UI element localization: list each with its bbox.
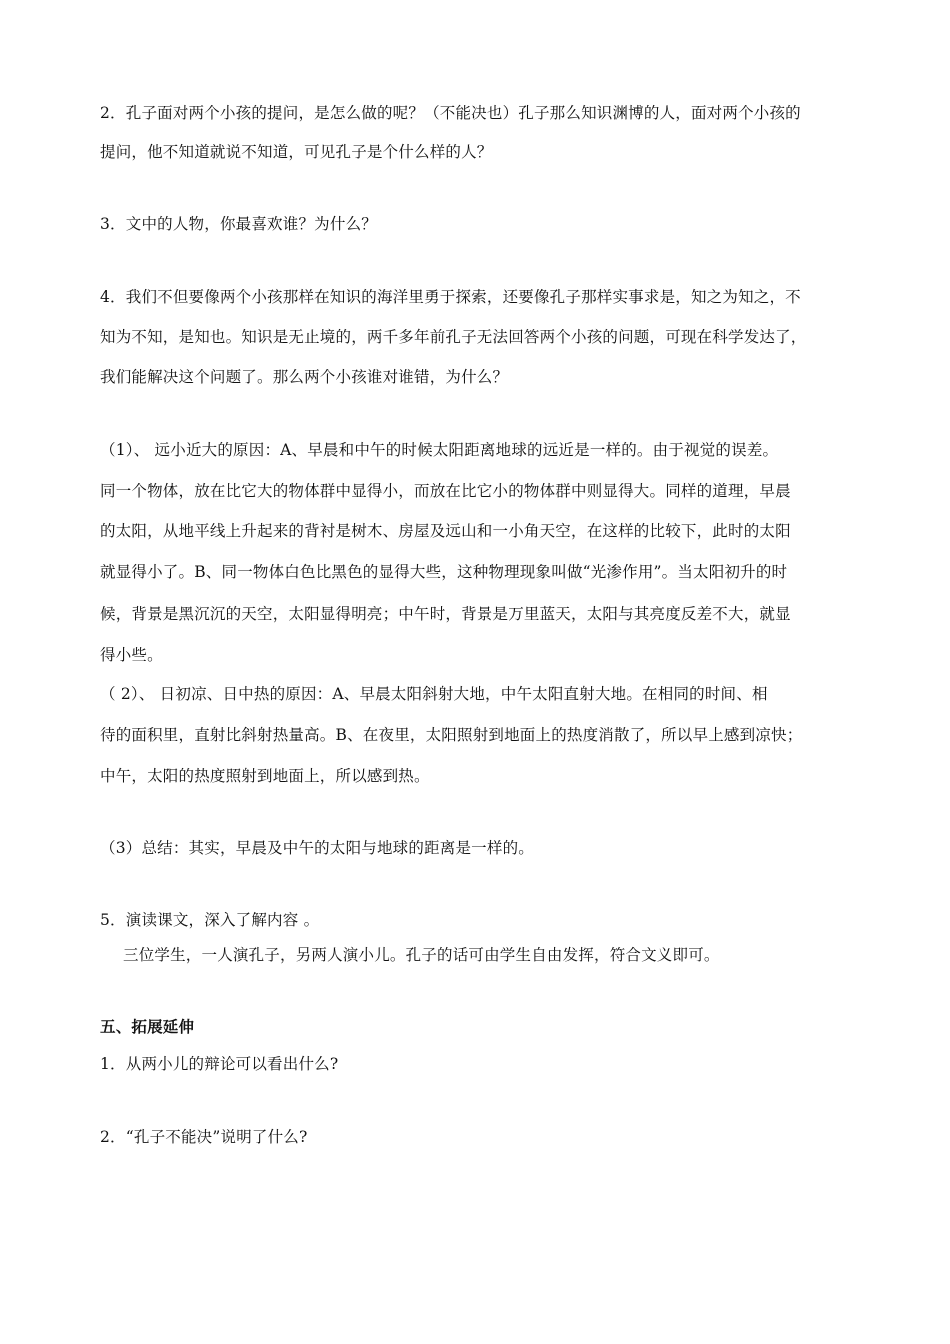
question-5-line-2: 三位学生，一人演孔子，另两人演小儿。孔子的话可由学生自由发挥，符合文义即可。 — [123, 946, 720, 964]
answer-1-line-6: 得小些。 — [100, 646, 163, 664]
answer-1-line-1: （1）、 远小近大的原因：A、早晨和中午的时候太阳距离地球的远近是一样的。由于视觉的误差。 — [100, 441, 779, 459]
question-3-line-1: 3．文中的人物，你最喜欢谁？为什么？ — [100, 215, 377, 233]
answer-1-line-5: 候，背景是黑沉沉的天空，太阳显得明亮；中午时，背景是万里蓝天，太阳与其亮度反差不大，就显 — [100, 605, 791, 623]
question-5-line-1: 5．演读课文，深入了解内容 。 — [100, 911, 320, 929]
question-2-line-1: 2．孔子面对两个小孩的提问，是怎么做的呢？（不能决也）孔子那么知识渊博的人，面对两个小孩的 — [100, 104, 801, 122]
question-4-line-2: 知为不知，是知也。知识是无止境的，两千多年前孔子无法回答两个小孩的问题，可现在科学发达了， — [100, 328, 807, 346]
answer-1-line-3: 的太阳，从地平线上升起来的背衬是树木、房屋及远山和一小角天空，在这样的比较下，此时的太阳 — [100, 522, 791, 540]
section-5-heading: 五、拓展延伸 — [100, 1018, 195, 1036]
answer-2-line-1: （ 2）、 日初凉、日中热的原因：A、早晨太阳斜射大地，中午太阳直射大地。在相同的时间、相 — [100, 685, 768, 703]
answer-1-line-2: 同一个物体，放在比它大的物体群中显得小，而放在比它小的物体群中则显得大。同样的道理，早晨 — [100, 482, 791, 500]
answer-3-line-1: （3）总结：其实，早晨及中午的太阳与地球的距离是一样的。 — [100, 839, 534, 857]
question-4-line-1: 4．我们不但要像两个小孩那样在知识的海洋里勇于探索，还要像孔子那样实事求是，知之为知之，不 — [100, 288, 801, 306]
section-5-item-1: 1．从两小儿的辩论可以看出什么? — [100, 1055, 339, 1073]
question-2-line-2: 提问，他不知道就说不知道，可见孔子是个什么样的人？ — [100, 143, 493, 161]
answer-2-line-2: 待的面积里，直射比斜射热量高。B、在夜里，太阳照射到地面上的热度消散了，所以早上感到凉快； — [100, 726, 803, 744]
answer-2-line-3: 中午，太阳的热度照射到地面上，所以感到热。 — [100, 767, 430, 785]
answer-1-line-4: 就显得小了。B、同一物体白色比黑色的显得大些，这种物理现象叫做“光渗作用”。当太阳初升的时 — [100, 563, 788, 581]
question-4-line-3: 我们能解决这个问题了。那么两个小孩谁对谁错，为什么？ — [100, 368, 509, 386]
section-5-item-2: 2．“孔子不能决”说明了什么? — [100, 1128, 308, 1146]
